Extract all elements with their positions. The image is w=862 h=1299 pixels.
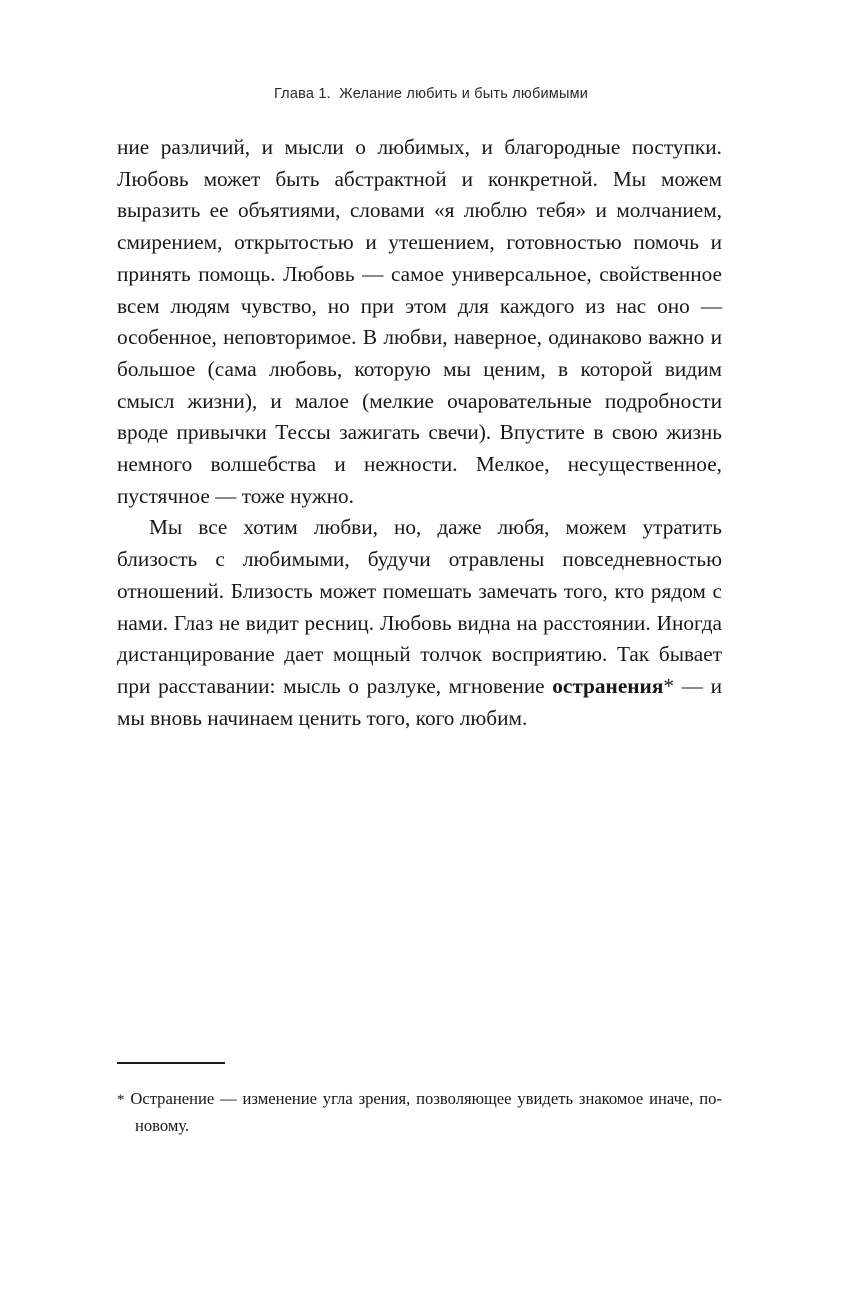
paragraph-1-text: ние различий, и мысли о любимых, и благородные поступки. Любовь может быть абстрактной и конкретной. Мы можем выразить ее объятиями, словами «я люблю тебя» и молчанием, смирением, открытостью и утешением, готовностью помочь и принять помощь. Любовь — самое универсальное, свойственное всем людям чувство, но при этом для каждого из нас оно — особенное, неповторимое. В любви, наверное, одинаково важно и большое (сама любовь, которую мы ценим, в которой видим смысл жизни), и малое (мелкие очаровательные подробности вроде привычки Тессы зажигать свечи). Впустите в свою жизнь немного волшебства и нежности. Мелкое, несущественное, пустячное — тоже нужно.	[117, 135, 722, 508]
running-head-text: Глава 1. Желание любить и быть любимыми	[273, 86, 589, 102]
footnote-text: Остранение — изменение угла зрения, позволяющее увидеть знакомое иначе, по-новому.	[130, 1089, 722, 1135]
footnote-marker: *	[117, 1092, 125, 1108]
paragraph-2-text-part-1: Мы все хотим любви, но, даже любя, можем утратить близость с любимыми, будучи отравлены повседневностью отношений. Близость может помешать замечать того, кто рядом с нами. Глаз не видит ресниц. Любовь видна на расстоянии. Иногда дистанцирование дает мощный толчок восприятию. Так бывает при расставании: мысль о разлуке, мгновение	[117, 515, 722, 698]
footnote-separator-rule	[117, 1062, 225, 1064]
running-head	[0, 86, 862, 102]
paragraph-2-text-part-2: * — и мы вновь начинаем ценить того, кого любим.	[117, 673, 722, 730]
emphasis-ostranenie: остранения	[552, 673, 664, 698]
body-text	[117, 132, 722, 734]
footnote-area	[117, 1062, 722, 1139]
paragraph-2	[117, 512, 722, 734]
paragraph-1	[117, 132, 722, 512]
footnote	[117, 1086, 722, 1139]
